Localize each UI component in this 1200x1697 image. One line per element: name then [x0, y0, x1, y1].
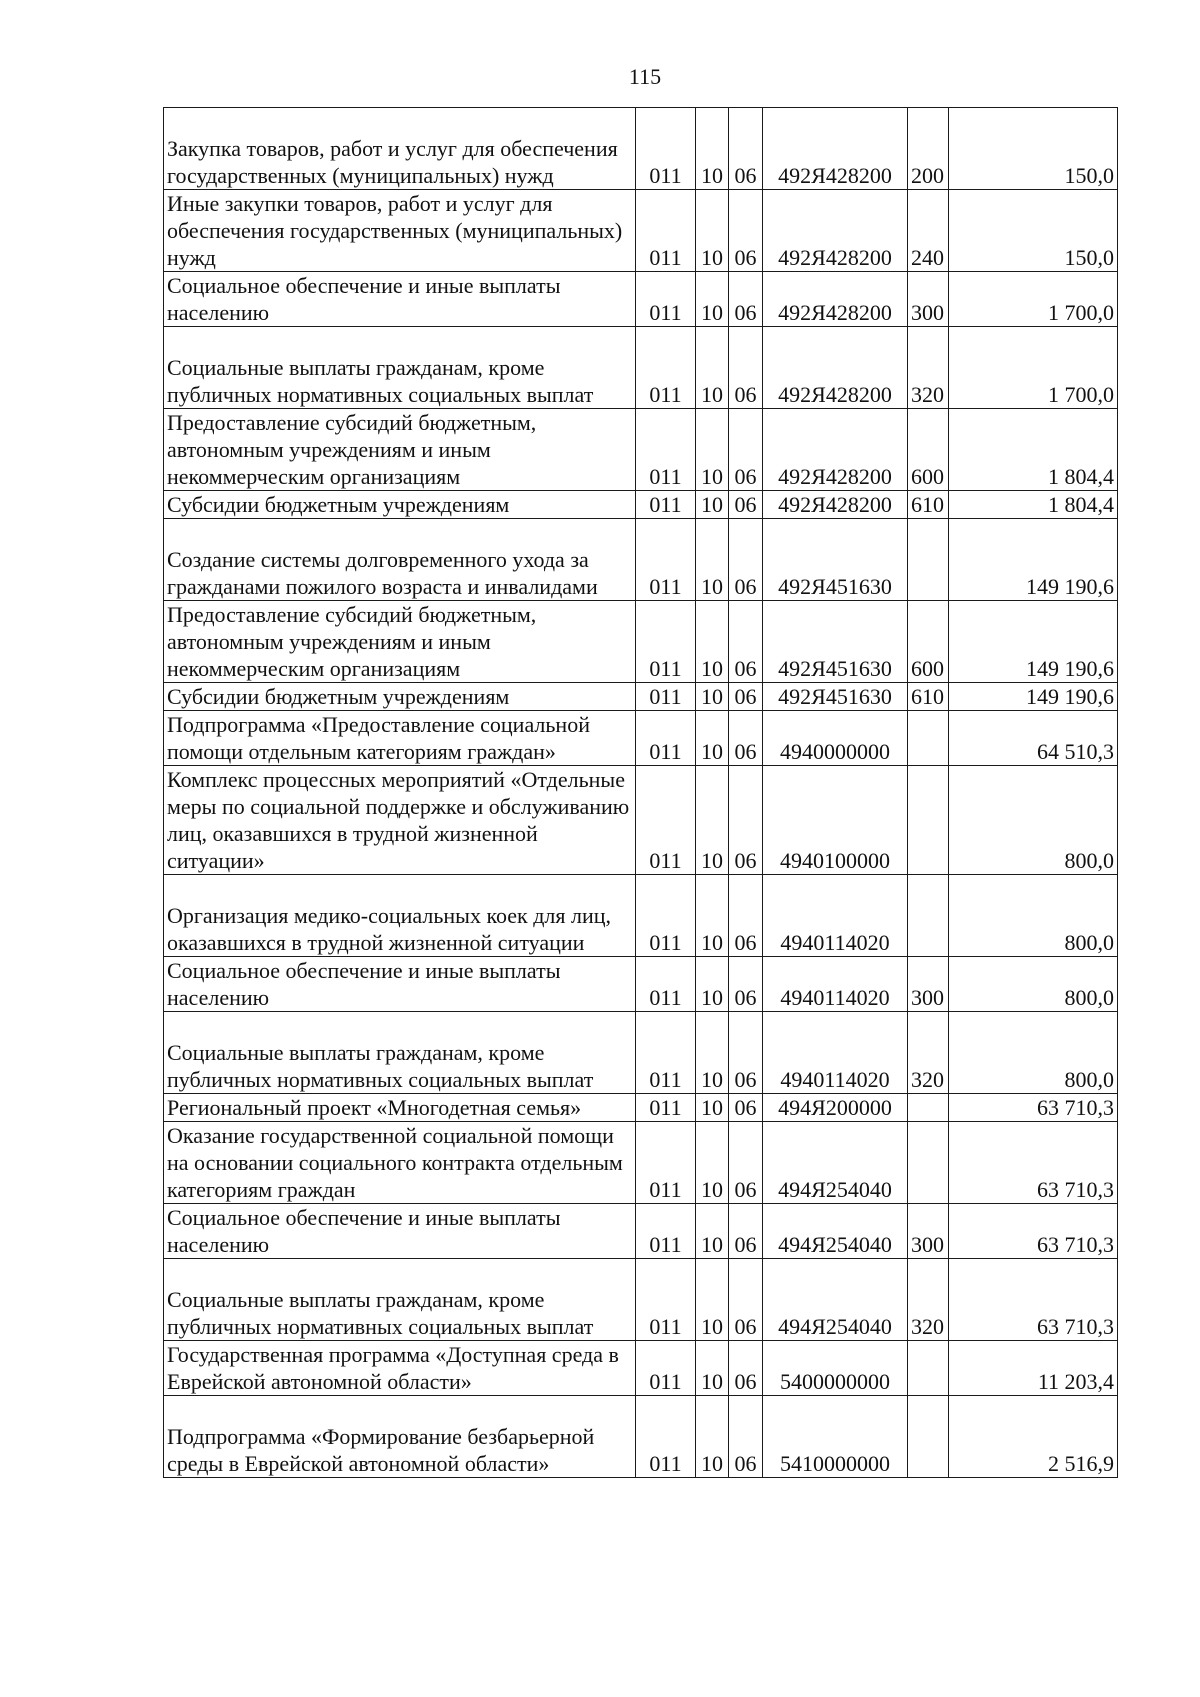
- row-expense-type: 320: [908, 1259, 949, 1341]
- row-section-code: 10: [696, 272, 729, 327]
- row-section-code: 10: [696, 766, 729, 875]
- row-amount: 63 710,3: [949, 1259, 1118, 1341]
- row-target-article: 4940114020: [763, 1012, 908, 1094]
- table-row: [164, 766, 1118, 875]
- row-section-code: 10: [696, 1341, 729, 1396]
- row-subsection-code: 06: [729, 1012, 763, 1094]
- row-subsection-code: 06: [729, 1094, 763, 1122]
- table-row: [164, 327, 1118, 409]
- row-expense-type: 300: [908, 957, 949, 1012]
- row-amount: 63 710,3: [949, 1122, 1118, 1204]
- row-name: Создание системы долговременного ухода за гражданами пожилого возраста и инвалидами: [164, 519, 636, 601]
- row-target-article: 492Я428200: [763, 108, 908, 190]
- row-expense-type: 240: [908, 190, 949, 272]
- row-subsection-code: 06: [729, 272, 763, 327]
- table-row: [164, 711, 1118, 766]
- row-amount: 800,0: [949, 875, 1118, 957]
- row-subsection-code: 06: [729, 711, 763, 766]
- row-target-article: 494Я200000: [763, 1094, 908, 1122]
- page-number: 115: [628, 64, 662, 89]
- row-amount: 11 203,4: [949, 1341, 1118, 1396]
- row-expense-type: 610: [908, 683, 949, 711]
- row-amount: 149 190,6: [949, 519, 1118, 601]
- table-row: [164, 1259, 1118, 1341]
- row-name: Иные закупки товаров, работ и услуг для обеспечения государственных (муниципальных) нужд: [164, 190, 636, 272]
- row-target-article: 5400000000: [763, 1341, 908, 1396]
- row-expense-type: [908, 875, 949, 957]
- row-name: Социальное обеспечение и иные выплаты населению: [164, 957, 636, 1012]
- row-ministry-code: 011: [636, 711, 696, 766]
- row-ministry-code: 011: [636, 1012, 696, 1094]
- table-row: [164, 108, 1118, 190]
- row-subsection-code: 06: [729, 1204, 763, 1259]
- row-section-code: 10: [696, 683, 729, 711]
- row-section-code: 10: [696, 711, 729, 766]
- table-row: [164, 190, 1118, 272]
- row-name: Оказание государственной социальной помощи на основании социального контракта отдельным категориям граждан: [164, 1122, 636, 1204]
- row-expense-type: 200: [908, 108, 949, 190]
- row-section-code: 10: [696, 409, 729, 491]
- row-ministry-code: 011: [636, 519, 696, 601]
- row-subsection-code: 06: [729, 957, 763, 1012]
- row-subsection-code: 06: [729, 683, 763, 711]
- table-row: [164, 1094, 1118, 1122]
- row-amount: 150,0: [949, 108, 1118, 190]
- row-name: Социальные выплаты гражданам, кроме публичных нормативных социальных выплат: [164, 1012, 636, 1094]
- row-expense-type: [908, 519, 949, 601]
- row-name: Государственная программа «Доступная среда в Еврейской автономной области»: [164, 1341, 636, 1396]
- row-target-article: 492Я428200: [763, 190, 908, 272]
- row-subsection-code: 06: [729, 491, 763, 519]
- row-target-article: 492Я451630: [763, 519, 908, 601]
- row-amount: 1 700,0: [949, 272, 1118, 327]
- row-subsection-code: 06: [729, 1122, 763, 1204]
- row-subsection-code: 06: [729, 766, 763, 875]
- table-row: [164, 875, 1118, 957]
- row-ministry-code: 011: [636, 1259, 696, 1341]
- row-ministry-code: 011: [636, 1341, 696, 1396]
- row-amount: 2 516,9: [949, 1396, 1118, 1478]
- row-expense-type: 600: [908, 601, 949, 683]
- row-section-code: 10: [696, 1259, 729, 1341]
- table-row: [164, 1396, 1118, 1478]
- row-name: Подпрограмма «Предоставление социальной помощи отдельным категориям граждан»: [164, 711, 636, 766]
- row-target-article: 494Я254040: [763, 1259, 908, 1341]
- table-row: [164, 519, 1118, 601]
- row-ministry-code: 011: [636, 327, 696, 409]
- row-name: Социальное обеспечение и иные выплаты населению: [164, 272, 636, 327]
- row-amount: 63 710,3: [949, 1204, 1118, 1259]
- row-expense-type: [908, 711, 949, 766]
- row-expense-type: [908, 1122, 949, 1204]
- row-amount: 1 700,0: [949, 327, 1118, 409]
- table-row: [164, 683, 1118, 711]
- row-subsection-code: 06: [729, 519, 763, 601]
- row-section-code: 10: [696, 327, 729, 409]
- row-expense-type: 300: [908, 272, 949, 327]
- table-row: [164, 491, 1118, 519]
- row-expense-type: [908, 766, 949, 875]
- row-ministry-code: 011: [636, 1122, 696, 1204]
- row-section-code: 10: [696, 491, 729, 519]
- row-section-code: 10: [696, 108, 729, 190]
- row-name: Комплекс процессных мероприятий «Отдельные меры по социальной поддержке и обслуживанию лиц, оказавшихся в трудной жизненной ситуации»: [164, 766, 636, 875]
- row-ministry-code: 011: [636, 108, 696, 190]
- row-ministry-code: 011: [636, 491, 696, 519]
- row-expense-type: [908, 1094, 949, 1122]
- row-target-article: 494Я254040: [763, 1122, 908, 1204]
- row-ministry-code: 011: [636, 683, 696, 711]
- row-section-code: 10: [696, 601, 729, 683]
- row-ministry-code: 011: [636, 601, 696, 683]
- row-subsection-code: 06: [729, 409, 763, 491]
- row-ministry-code: 011: [636, 1094, 696, 1122]
- table-row: [164, 957, 1118, 1012]
- row-amount: 1 804,4: [949, 491, 1118, 519]
- row-ministry-code: 011: [636, 875, 696, 957]
- row-ministry-code: 011: [636, 766, 696, 875]
- row-section-code: 10: [696, 1396, 729, 1478]
- row-target-article: 492Я428200: [763, 327, 908, 409]
- row-ministry-code: 011: [636, 1204, 696, 1259]
- table-row: [164, 409, 1118, 491]
- row-ministry-code: 011: [636, 272, 696, 327]
- row-name: Социальные выплаты гражданам, кроме публичных нормативных социальных выплат: [164, 1259, 636, 1341]
- row-target-article: 5410000000: [763, 1396, 908, 1478]
- row-ministry-code: 011: [636, 409, 696, 491]
- row-section-code: 10: [696, 1122, 729, 1204]
- row-amount: 64 510,3: [949, 711, 1118, 766]
- row-name: Социальное обеспечение и иные выплаты населению: [164, 1204, 636, 1259]
- row-target-article: 494Я254040: [763, 1204, 908, 1259]
- row-name: Закупка товаров, работ и услуг для обеспечения государственных (муниципальных) нужд: [164, 108, 636, 190]
- row-section-code: 10: [696, 1012, 729, 1094]
- row-expense-type: [908, 1341, 949, 1396]
- row-subsection-code: 06: [729, 601, 763, 683]
- row-name: Подпрограмма «Формирование безбарьерной среды в Еврейской автономной области»: [164, 1396, 636, 1478]
- row-name: Предоставление субсидий бюджетным, автономным учреждениям и иным некоммерческим организациям: [164, 601, 636, 683]
- row-name: Субсидии бюджетным учреждениям: [164, 491, 636, 519]
- row-amount: 800,0: [949, 766, 1118, 875]
- row-amount: 149 190,6: [949, 601, 1118, 683]
- row-subsection-code: 06: [729, 1341, 763, 1396]
- row-name: Социальные выплаты гражданам, кроме публичных нормативных социальных выплат: [164, 327, 636, 409]
- table-row: [164, 1341, 1118, 1396]
- row-section-code: 10: [696, 875, 729, 957]
- row-subsection-code: 06: [729, 875, 763, 957]
- row-ministry-code: 011: [636, 957, 696, 1012]
- row-section-code: 10: [696, 1094, 729, 1122]
- row-expense-type: 320: [908, 1012, 949, 1094]
- row-target-article: 492Я451630: [763, 683, 908, 711]
- row-section-code: 10: [696, 1204, 729, 1259]
- row-target-article: 492Я428200: [763, 409, 908, 491]
- table-row: [164, 601, 1118, 683]
- row-amount: 149 190,6: [949, 683, 1118, 711]
- row-expense-type: 300: [908, 1204, 949, 1259]
- row-name: Субсидии бюджетным учреждениям: [164, 683, 636, 711]
- table-row: [164, 1012, 1118, 1094]
- row-target-article: 492Я451630: [763, 601, 908, 683]
- table-row: [164, 1122, 1118, 1204]
- row-target-article: 4940000000: [763, 711, 908, 766]
- row-ministry-code: 011: [636, 1396, 696, 1478]
- table-row: [164, 272, 1118, 327]
- row-name: Региональный проект «Многодетная семья»: [164, 1094, 636, 1122]
- row-expense-type: [908, 1396, 949, 1478]
- row-expense-type: 600: [908, 409, 949, 491]
- row-name: Организация медико-социальных коек для лиц, оказавшихся в трудной жизненной ситуации: [164, 875, 636, 957]
- row-target-article: 492Я428200: [763, 491, 908, 519]
- row-subsection-code: 06: [729, 1259, 763, 1341]
- row-name: Предоставление субсидий бюджетным, автономным учреждениям и иным некоммерческим организациям: [164, 409, 636, 491]
- row-expense-type: 320: [908, 327, 949, 409]
- row-amount: 800,0: [949, 957, 1118, 1012]
- row-amount: 800,0: [949, 1012, 1118, 1094]
- row-ministry-code: 011: [636, 190, 696, 272]
- row-subsection-code: 06: [729, 108, 763, 190]
- row-section-code: 10: [696, 519, 729, 601]
- row-target-article: 4940114020: [763, 957, 908, 1012]
- row-target-article: 4940100000: [763, 766, 908, 875]
- row-subsection-code: 06: [729, 190, 763, 272]
- table-row: [164, 1204, 1118, 1259]
- budget-table: [163, 107, 1118, 1478]
- row-section-code: 10: [696, 190, 729, 272]
- row-target-article: 492Я428200: [763, 272, 908, 327]
- row-expense-type: 610: [908, 491, 949, 519]
- row-amount: 1 804,4: [949, 409, 1118, 491]
- row-subsection-code: 06: [729, 327, 763, 409]
- row-target-article: 4940114020: [763, 875, 908, 957]
- row-section-code: 10: [696, 957, 729, 1012]
- row-subsection-code: 06: [729, 1396, 763, 1478]
- row-amount: 63 710,3: [949, 1094, 1118, 1122]
- row-amount: 150,0: [949, 190, 1118, 272]
